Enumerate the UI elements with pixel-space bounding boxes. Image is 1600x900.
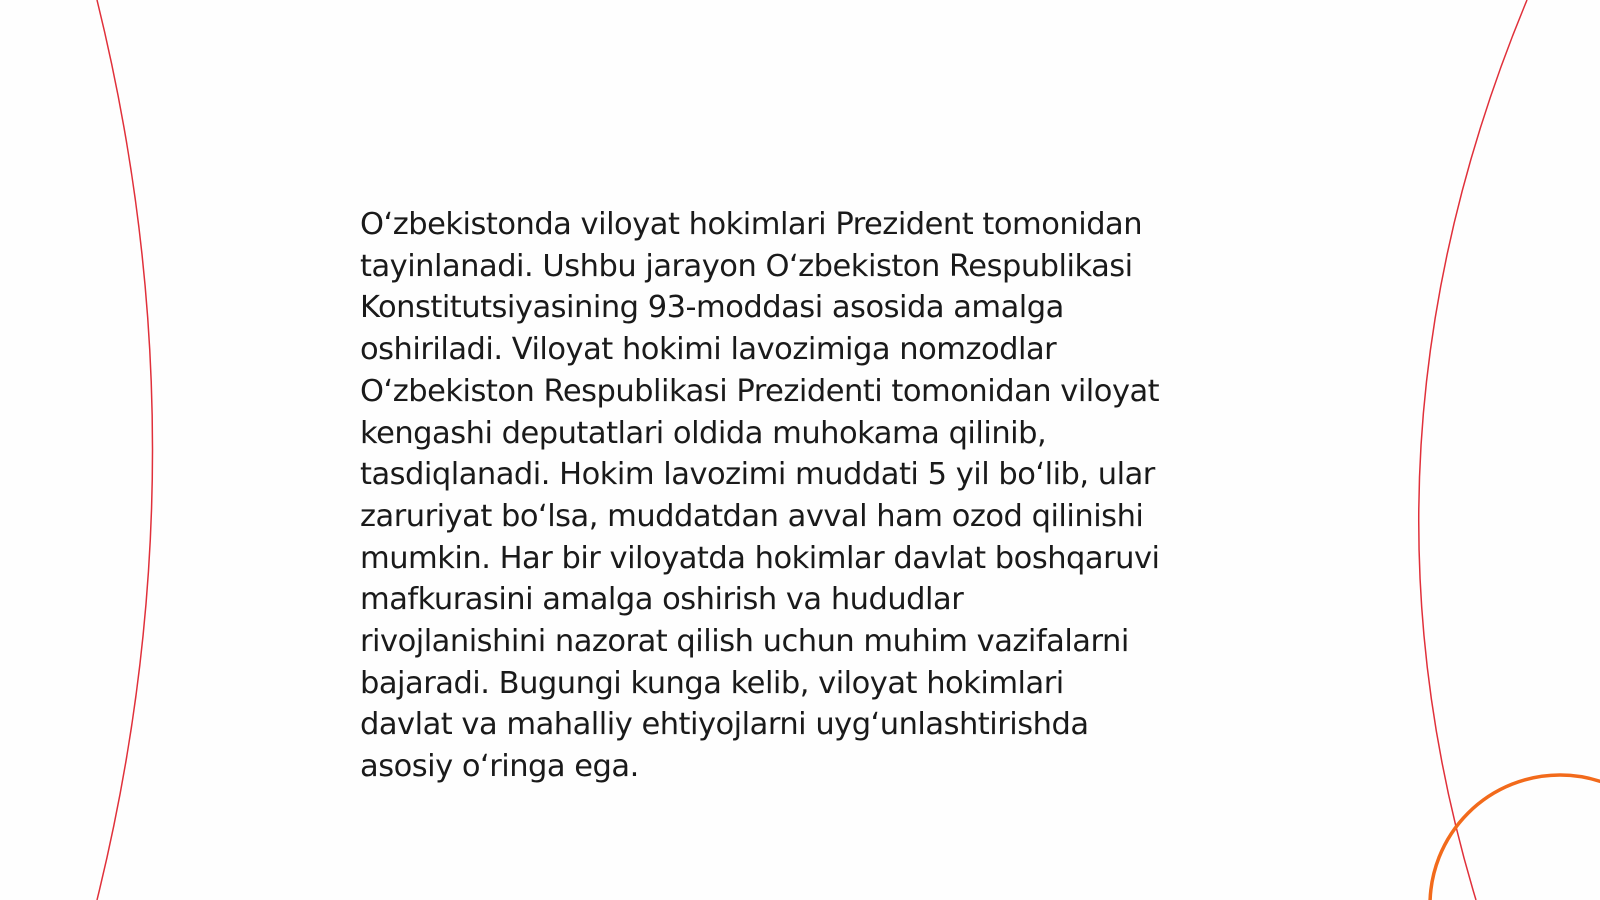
body-line: davlat va mahalliy ehtiyojlarni uyg‘unlashtirishda xyxy=(360,707,1089,743)
body-line: oshiriladi. Viloyat hokimi lavozimiga nomzodlar xyxy=(360,332,1057,368)
body-line: tasdiqlanadi. Hokim lavozimi muddati 5 yil bo‘lib, ular xyxy=(360,457,1155,493)
body-line: Konstitutsiyasining 93-moddasi asosida amalga xyxy=(360,290,1064,326)
body-line: mumkin. Har bir viloyatda hokimlar davlat boshqaruvi xyxy=(360,540,1160,576)
corner-circle xyxy=(1430,775,1600,900)
body-line: mafkurasini amalga oshirish va hududlar xyxy=(360,582,964,618)
left-arc xyxy=(97,0,153,900)
body-line: kengashi deputatlari oldida muhokama qilinib, xyxy=(360,415,1047,451)
body-line: rivojlanishini nazorat qilish uchun muhim vazifalarni xyxy=(360,624,1129,660)
body-line: O‘zbekistonda viloyat hokimlari Prezident tomonidan xyxy=(360,207,1143,242)
body-line: zaruriyat bo‘lsa, muddatdan avval ham ozod qilinishi xyxy=(360,498,1144,534)
right-arc xyxy=(1419,0,1527,900)
body-paragraph xyxy=(360,204,1260,788)
body-line: asosiy o‘ringa ega. xyxy=(360,749,639,785)
body-line: tayinlanadi. Ushbu jarayon O‘zbekiston Respublikasi xyxy=(360,248,1133,284)
body-line: bajaradi. Bugungi kunga kelib, viloyat hokimlari xyxy=(360,665,1064,701)
body-line: O‘zbekiston Respublikasi Prezidenti tomonidan viloyat xyxy=(360,373,1160,409)
